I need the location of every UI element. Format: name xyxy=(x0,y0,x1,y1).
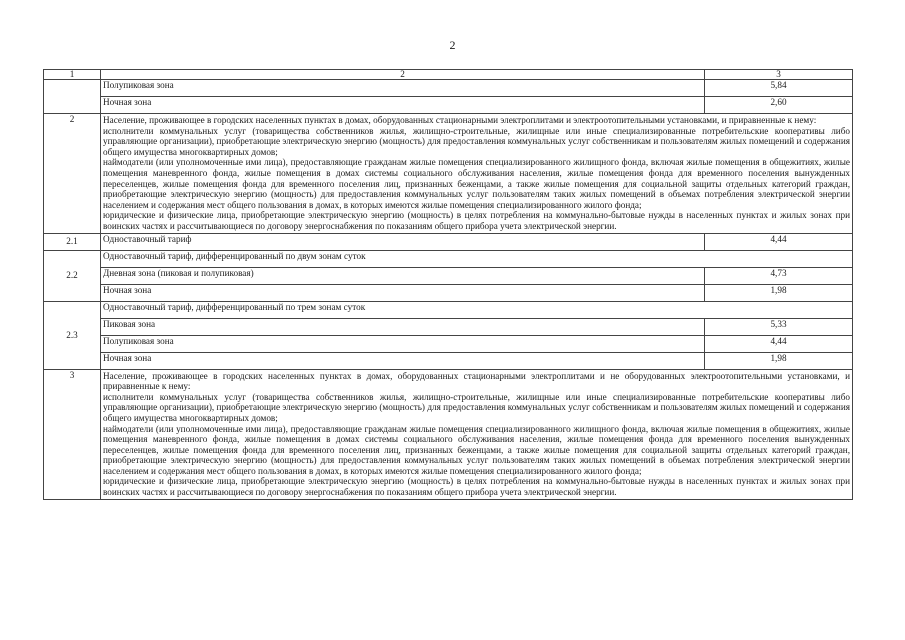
row-label: Полупиковая зона xyxy=(101,335,705,352)
page-number: 2 xyxy=(449,38,456,52)
block-3-paragraph: Население, проживающее в городских населенных пунктах в домах, оборудованных стационарными электроплитами и не оборудованных электроотопительными установками, и приравненные к нему: xyxy=(103,370,850,392)
row-value: 5,33 xyxy=(705,318,853,335)
header-col-2: 2 xyxy=(101,70,705,80)
header-col-3: 3 xyxy=(705,70,853,80)
block-2-paragraph: Население, проживающее в городских населенных пунктах в домах, оборудованных стационарными электроплитами и электроотопительными установками, и приравненные к нему: xyxy=(103,115,817,125)
row-value: 2,60 xyxy=(705,97,853,114)
row-value: 4,44 xyxy=(705,335,853,352)
block-3-paragraph: наймодатели (или уполномоченные ими лица), предоставляющие гражданам жилые помещения специализированного жилищного фонда, включая жилые помещения в общежитиях, жилые помещения маневренного фонда, жилые помещения в домах системы социального обслуживания населения, жилые помещения фонда для временного поселения вынужденных переселенцев, жилые помещения фонда для временного поселения лиц, признанных беженцами, а также жилые помещения для социальной защиты отдельных категорий граждан, приобретающие электрическую энергию (мощность) для предоставления коммунальных услуг пользователям таких жилых помещений в объемах потребления электрической энергии населением и содержания мест общего пользования в домах, в которых имеются жилые помещения специализированного жилого фонда; xyxy=(103,423,850,476)
row-label: Ночная зона xyxy=(101,284,705,301)
row-label: Ночная зона xyxy=(101,97,705,114)
row-2-1-label: Одноставочный тариф xyxy=(101,233,705,250)
row-label: Полупиковая зона xyxy=(101,80,705,97)
table-row xyxy=(44,267,853,284)
block-2-number: 2 xyxy=(44,114,101,234)
row-2-1-number: 2.1 xyxy=(44,233,101,250)
row-2-3-title xyxy=(44,301,853,318)
row-2-2-number: 2.2 xyxy=(44,250,101,301)
row-value: 4,73 xyxy=(705,267,853,284)
row-2-2-title xyxy=(44,250,853,267)
row-value: 1,98 xyxy=(705,284,853,301)
row-value: 5,84 xyxy=(705,80,853,97)
row-value: 1,98 xyxy=(705,352,853,369)
table-row xyxy=(44,284,853,301)
table-row xyxy=(44,80,853,97)
table-row xyxy=(44,318,853,335)
row-label: Пиковая зона xyxy=(101,318,705,335)
table-row xyxy=(44,352,853,369)
table-row xyxy=(44,335,853,352)
block-2-paragraph: наймодатели (или уполномоченные ими лица), предоставляющие гражданам жилые помещения специализированного жилищного фонда, включая жилые помещения в общежитиях, жилые помещения маневренного фонда, жилые помещения в домах системы социального обслуживания населения, жилые помещения фонда для временного поселения вынужденных переселенцев, жилые помещения фонда для временного поселения лиц, признанных беженцами, а также жилые помещения для социальной защиты отдельных категорий граждан, приобретающие электрическую энергию (мощность) для предоставления коммунальных услуг пользователям таких жилых помещений в объемах потребления электрической энергии населением и содержания мест общего пользования в домах, в которых имеются жилые помещения специализированного жилого фонда; xyxy=(103,157,850,210)
block-3-description xyxy=(101,369,853,499)
block-2-paragraph: юридические и физические лица, приобретающие электрическую энергию (мощность) в целях потребления на коммунально-бытовые нужды в населенных пунктах и жилых зонах при воинских частях и рассчитывающиеся по договору энергоснабжения по показаниям общего прибора учета электрической энергии. xyxy=(103,210,850,231)
row-2-1 xyxy=(44,233,853,250)
row-number-empty xyxy=(44,80,101,114)
row-label: Ночная зона xyxy=(101,352,705,369)
header-col-1: 1 xyxy=(44,70,101,80)
tariff-table xyxy=(43,69,853,500)
table-row xyxy=(44,97,853,114)
row-label: Дневная зона (пиковая и полупиковая) xyxy=(101,267,705,284)
block-3-paragraph: юридические и физические лица, приобретающие электрическую энергию (мощность) в целях потребления на коммунально-бытовые нужды в населенных пунктах и жилых зонах при воинских частях и рассчитывающиеся по договору энергоснабжения по показаниям общего прибора учета электрической энергии. xyxy=(103,476,850,498)
block-2-row xyxy=(44,114,853,234)
row-2-3-number: 2.3 xyxy=(44,301,101,369)
row-2-2-title-text: Одноставочный тариф, дифференцированный по двум зонам суток xyxy=(101,250,853,267)
header-row xyxy=(44,70,853,80)
block-2-paragraph: исполнители коммунальных услуг (товарищества собственников жилья, жилищно-строительные, жилищные или иные специализированные потребительские кооперативы либо управляющие организации), приобретающие электрическую энергию (мощность) для предоставления коммунальных услуг собственникам и пользователям жилых помещений и содержания общего имущества многоквартирных домов; xyxy=(103,125,850,157)
row-2-3-title-text: Одноставочный тариф, дифференцированный по трем зонам суток xyxy=(101,301,853,318)
row-2-1-value: 4,44 xyxy=(705,233,853,250)
block-2-description xyxy=(101,114,853,234)
block-3-number: 3 xyxy=(44,369,101,499)
block-3-row xyxy=(44,369,853,499)
block-3-paragraph: исполнители коммунальных услуг (товарищества собственников жилья, жилищно-строительные, жилищные или иные специализированные потребительские кооперативы либо управляющие организации), приобретающие электрическую энергию (мощность) для предоставления коммунальных услуг собственникам и пользователям жилых помещений и содержания общего имущества многоквартирных домов; xyxy=(103,391,850,423)
